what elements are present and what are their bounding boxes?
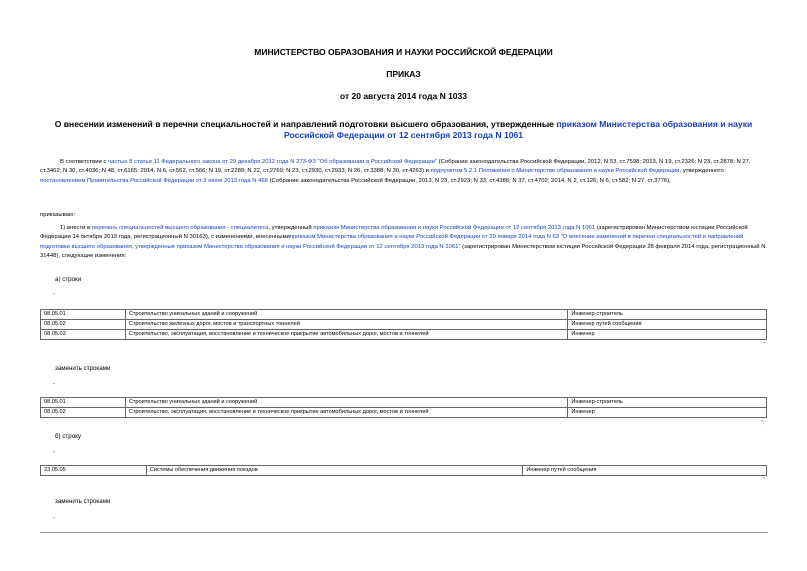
quote-open-3: ": [53, 451, 55, 457]
name-cell: Строительство железных дорог, мостов и транспортных тоннелей: [125, 320, 568, 330]
qualification-cell: Инженер: [568, 408, 767, 418]
specialties-list-link[interactable]: перечень специальностей высшего образования - специалитета: [91, 225, 269, 231]
para2-text-1: 1) внести в: [60, 225, 92, 231]
document-title: [40, 119, 767, 141]
name-cell: Строительство уникальных зданий и сооружений: [125, 398, 568, 408]
name-cell: Строительство, эксплуатация, восстановление и техническое прикрытие автомобильных дорог, мостов и тоннелей: [125, 330, 568, 340]
table-row: [41, 330, 767, 340]
title-link[interactable]: приказом Министерства образования и науки Российской Федерации от 12 сентября 2013 года N 1061: [283, 119, 753, 140]
table-row: [41, 398, 767, 408]
qualification-cell: Инженер-строитель: [568, 398, 767, 408]
code-cell: 08.05.01: [41, 398, 126, 408]
para2-text-4: (зарегистрирован Министерством юстиции Российской Федерации 28 февраля 2014 года, регистрационный N 31448), следующие изменения:: [40, 243, 766, 260]
quote-open-4: ": [53, 517, 55, 523]
order-63-link[interactable]: приказом Министерства образования и науки Российской Федерации от 29 января 2014 года N 63 "О внесении изменений в перечни специальностей и направлений подготовки высшего образования, утвержденные приказом Министерства образования и науки Российской Федерации от 12 сентября 2013 года N 1061": [40, 234, 744, 250]
quote-open-2: ": [53, 383, 55, 389]
name-cell: Строительство, эксплуатация, восстановление и техническое прикрытие автомобильных дорог, мостов и тоннелей: [125, 408, 568, 418]
quote-close-3: ": [763, 477, 765, 483]
quote-open-1: ": [53, 293, 55, 299]
table-row: [41, 320, 767, 330]
code-cell: 23.05.05: [41, 466, 147, 476]
law-link[interactable]: частью 8 статьи 11 Федерального закона от 29 декабря 2012 года N 273-ФЗ "Об образовании в Российской Федерации": [108, 159, 437, 165]
qualification-cell: Инженер путей сообщения: [568, 320, 767, 330]
code-cell: 08.05.02: [41, 320, 126, 330]
section-b-label: б) строку: [55, 433, 82, 440]
para2-text-3: (зарегистрирован Министерством юстиции Российской Федерации 14 октября 2013 года, регистрационный N 30163), с изменениями, внесенными: [40, 225, 748, 241]
replace-label-2: заменить строками: [55, 498, 111, 505]
quote-close-1: ": [763, 342, 765, 348]
code-cell: 08.05.02: [41, 408, 126, 418]
replace-label-1: заменить строками: [55, 365, 111, 372]
para1-text-2: (Собрание законодательства Российской Федерации, 2012, N 53, ст.7598; 2013, N 19, ст.2326; N 23, ст.2878; N 27, ст.3462; N 30, ст.4036; N 48, ст.6165; 2014, N 6, ст.562, ст.566; N 19, ст.2289; N 22, ст.2769; N 23, ст.2930, ст.2933; N 26, ст.3388; N 30, ст.4263) и: [40, 159, 751, 175]
code-cell: 08.05.01: [41, 310, 126, 320]
table-row: [41, 310, 767, 320]
order-1061-link[interactable]: приказом Министерства образования и науки Российской Федерации от 12 сентября 2013 года N 1061: [313, 225, 596, 231]
code-cell: 08.05.03: [41, 330, 126, 340]
preamble-paragraph: [40, 158, 768, 186]
page-bottom-rule: [40, 532, 768, 533]
ministry-heading: МИНИСТЕРСТВО ОБРАЗОВАНИЯ И НАУКИ РОССИЙСКОЙ ФЕДЕРАЦИИ: [254, 47, 553, 57]
table-row: [41, 408, 767, 418]
rows-table-3: [40, 465, 767, 476]
para1-text-3: , утвержденного: [679, 168, 724, 175]
quote-close-2: ";: [761, 420, 765, 426]
item1-paragraph: [40, 224, 768, 262]
name-cell: Системы обеспечения движения поездов: [146, 466, 522, 476]
decree-link[interactable]: постановлением Правительства Российской Федерации от 3 июня 2013 года N 466: [40, 177, 268, 184]
rows-table-2: [40, 397, 767, 418]
table-row: [41, 466, 767, 476]
title-text: О внесении изменений в перечни специальностей и направлений подготовки высшего образования, утвержденные: [54, 119, 557, 129]
rows-table-1: [40, 309, 767, 340]
qualification-cell: Инженер-строитель: [568, 310, 767, 320]
para1-text-1: В соответствии с: [60, 159, 109, 165]
qualification-cell: Инженер: [568, 330, 767, 340]
order-heading: ПРИКАЗ: [386, 69, 421, 79]
para1-text-4: (Собрание законодательства Российской Федерации, 2013, N 23, ст.2923; N 33, ст.4386; N 37, ст.4702; 2014, N 2, ст.126; N 6, ст.582; N 27, ст.3776),: [267, 177, 671, 184]
order-date: от 20 августа 2014 года N 1033: [340, 91, 467, 101]
section-a-label: а) строки: [55, 276, 82, 283]
regulation-link[interactable]: подпунктом 5.2.1 Положения о Министерстве образования и науки Российской Федерации: [430, 168, 680, 175]
qualification-cell: Инженер путей сообщения: [523, 466, 767, 476]
order-word: приказываю:: [40, 212, 76, 218]
para2-text-2: , утвержденный: [268, 225, 314, 231]
name-cell: Строительство уникальных зданий и сооружений: [125, 310, 568, 320]
